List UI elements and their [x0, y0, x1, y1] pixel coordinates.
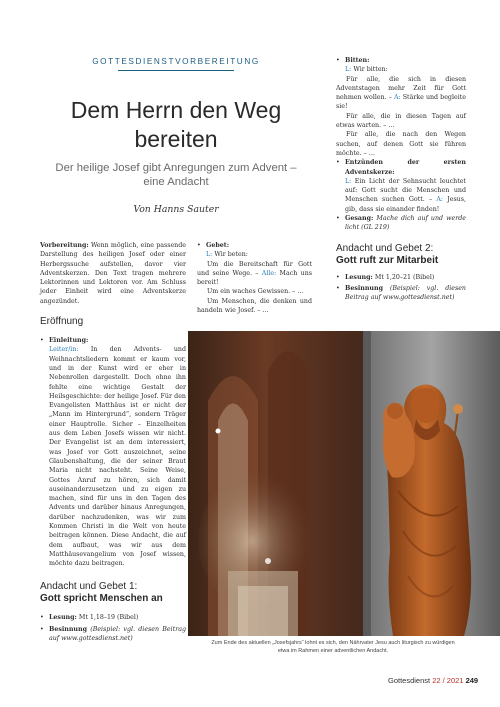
- subtitle-line-1: Der heilige Josef gibt Anregungen zum Advent –: [55, 162, 297, 174]
- gebet-item: [197, 241, 312, 260]
- gebet-speaker: L:: [206, 251, 213, 259]
- bitten-3: Für alle, die nach den Wegen suchen, auf denen Gott sie führen möchte. – …: [336, 131, 466, 157]
- gesang-item: [336, 214, 466, 233]
- gebet-line-3: Um Menschen, die denken und handeln wie Josef. – …: [197, 297, 312, 315]
- issue-number: 22 / 2021: [432, 676, 464, 685]
- bitten-2: Für alle, die in diesen Tagen auf etwas warten. – …: [336, 112, 466, 130]
- bitten-1-speaker: A:: [393, 94, 401, 102]
- kerze-label: • Entzünden der ersten Adventskerze:: [345, 159, 466, 176]
- bitten-1-text: Für alle, die sich in diesen Adventstagen mehr Zeit für Gott nehmen wollen. –: [336, 75, 466, 102]
- magazine-name: Gottesdienst: [388, 676, 431, 685]
- kerze-response-speaker: A:: [436, 196, 443, 204]
- article-subtitle: [40, 161, 312, 189]
- lesung-item: [40, 613, 186, 622]
- gebet-line-1-text: Um die Bereitschaft für Gott und seine Wege. –: [197, 260, 312, 277]
- intro-label: • Einleitung:: [49, 337, 89, 345]
- article-title: [40, 96, 312, 154]
- section-title-line: Andacht und Gebet 2:: [336, 242, 434, 254]
- gebet-intro: Wir beten:: [214, 251, 248, 259]
- author-byline: Von Hanns Sauter: [133, 204, 219, 215]
- bitten-speaker: L:: [345, 66, 352, 74]
- section-title-andacht-1: [40, 581, 186, 605]
- besinnung-text: (Beispiel: vgl. diesen Beitrag auf www.gottesdienst.net): [49, 625, 186, 643]
- photo-caption: [188, 640, 478, 655]
- bitten-1-response: Stärke und begleite sie!: [336, 94, 466, 111]
- intro-speaker: Leiter/in:: [49, 346, 79, 354]
- title-line-1: Dem Herrn den Weg: [70, 97, 282, 123]
- bitten-item: [336, 56, 466, 75]
- section-title-line: Andacht und Gebet 1:: [40, 580, 138, 592]
- subtitle-line-2: eine Andacht: [143, 176, 209, 188]
- gebet-label: • Gebet:: [206, 242, 230, 249]
- column-middle: [197, 241, 312, 315]
- josef-statue-image: [188, 331, 500, 636]
- gebet-line-1: [197, 260, 312, 288]
- intro-item: [40, 336, 186, 568]
- caption-line-2: etwa im Rahmen einer adventlichen Andacht.: [277, 647, 389, 654]
- besinnung-label: Besinnung: [49, 625, 87, 633]
- lesung-2-text: Mt 1,20–21 (Bibel): [374, 273, 435, 281]
- title-line-2: bereiten: [134, 126, 218, 152]
- section-subtitle-line: Gott spricht Menschen an: [40, 592, 163, 604]
- lesung-2-item: [336, 273, 466, 282]
- lesung-2-label: Lesung:: [345, 273, 373, 281]
- gesang-label: Gesang:: [345, 215, 374, 223]
- lesung-text: Mt 1,18–19 (Bibel): [78, 613, 139, 621]
- column-right: [336, 56, 466, 303]
- section-title-andacht-2: [336, 243, 466, 267]
- kerze-speaker: L:: [345, 177, 352, 185]
- kerze-item: [336, 158, 466, 214]
- article-photo: [188, 331, 500, 636]
- lesung-label: Lesung:: [49, 613, 77, 621]
- bitten-label: • Bitten:: [345, 57, 370, 64]
- besinnung-2-text: (Beispiel: vgl. diesen Beitrag auf www.gottesdienst.net): [345, 284, 466, 302]
- page-number: 249: [465, 676, 479, 685]
- bitten-1: [336, 75, 466, 112]
- kicker: GOTTESDIENSTVORBEREITUNG: [92, 57, 260, 66]
- besinnung-item: [40, 625, 186, 644]
- kerze-text: Ein Licht der Sehnsucht leuchtet auf: Gott sucht die Menschen und Menschen suchen Gott. –: [345, 177, 466, 204]
- gebet-response-text: Mach uns bereit!: [197, 269, 312, 287]
- gebet-response-speaker: Alle:: [261, 269, 277, 277]
- preparation-text: Wenn möglich, eine passende Darstellung des heiligen Josef oder einer Herbergssuche aufstellen, davor vier Adventskerzen. Den Text tragen mehrere Lektorinnen und Lektoren vor. Am Schluss jeder Einheit wird eine Adventskerze angezündet.: [40, 242, 186, 305]
- kicker-underline: [118, 70, 234, 71]
- preparation-label: Vorbereitung:: [40, 242, 89, 249]
- preparation-paragraph: [40, 241, 186, 306]
- gesang-text: Mache dich auf und werde licht (GL 219): [345, 215, 466, 232]
- page-footer: [388, 676, 478, 685]
- besinnung-2-label: Besinnung: [345, 284, 383, 292]
- besinnung-2-item: [336, 284, 466, 303]
- section-title-eroeffnung: Eröffnung: [40, 316, 84, 328]
- caption-line-1: Zum Ende des aktuellen „Josefsjahrs“ lohnt es sich, den Nährvater Jesu auch liturgisch zu würdigen: [211, 640, 455, 646]
- intro-text: In den Advents- und Weihnachtsliedern kommt er kaum vor, und in der Kunst wird er eher in Nebenrollen dargestellt. Doch ohne ihn fehlte eine wichtige Gestalt der Heilsgeschichte: der heilige Josef. Für den Evangelisten Matthäus ist er nicht der „Mann im Hintergrund“, sondern Träger einer Hauptrolle. Sicher – Einzelheiten aus dem Leben Josefs wissen wir nicht. Der Evangelist ist an dem interessiert, was Josef vor Gott auszeichnet, seine Glaubenshaltung, die der seiner Braut Maria nicht nachsteht. Seine Weise, Gottes Anruf zu hören, sich damit auseinanderzusetzen und zu eigen zu machen, sind für uns in den Tagen des Advents und darüber hinaus Anregungen, darüber nachzudenken, was wir zum Kommen Christi in die Welt von heute beitragen können. Diese Andacht, die auf dem aufbaut, was wir aus dem Matthäusevangelium von Josef wissen, möchte dazu beitragen.: [49, 346, 186, 568]
- bitten-intro: Wir bitten:: [353, 66, 388, 74]
- section-subtitle-line: Gott ruft zur Mitarbeit: [336, 254, 439, 266]
- gebet-line-2: Um ein waches Gewissen. – …: [207, 288, 304, 296]
- column-left: [40, 241, 186, 643]
- kerze-response-text: Jesus, gib, dass sie einander finden!: [345, 196, 466, 213]
